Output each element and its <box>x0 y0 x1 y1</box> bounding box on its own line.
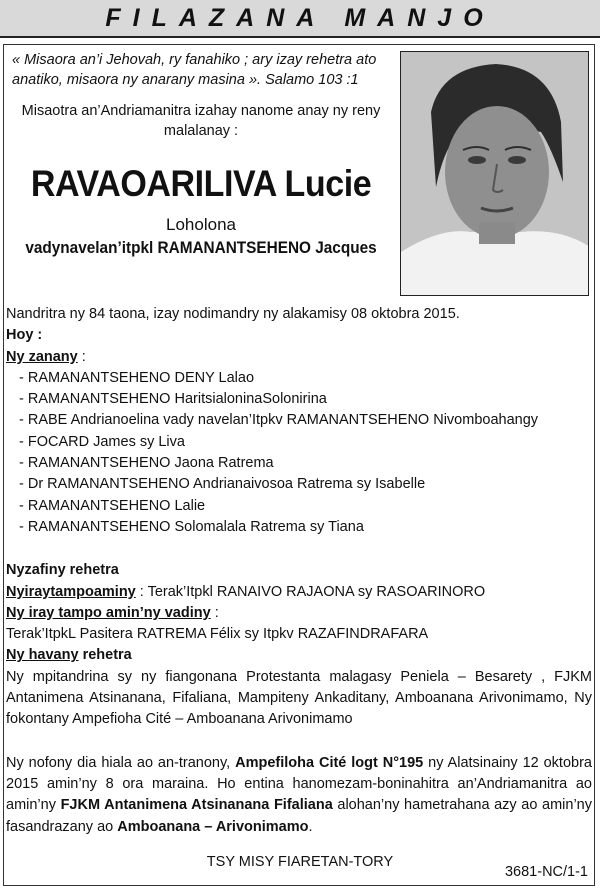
deceased-name: RAVAOARILIVA Lucie <box>30 163 372 204</box>
grandparents-line <box>6 582 592 603</box>
spacer <box>6 731 592 753</box>
spacer <box>6 538 592 560</box>
thanks-text: Misaotra an’Andriamanitra izahay nanome anay ny reny malalanay : <box>21 103 381 139</box>
children-suffix: : <box>77 348 86 365</box>
spouse-siblings-suffix: : <box>210 604 219 621</box>
list-item: - RABE Andrianoelina vady navelan’Itpkv RAMANANTSEHENO Nivomboahangy <box>19 412 539 429</box>
children-heading <box>6 347 592 368</box>
spouse-siblings-heading <box>6 603 592 624</box>
bible-verse: « Misaora an’i Jehovah, ry fanahiko ; ary izay rehetra ato anatiko, misaora ny anarany masina ». Salamo 103 :1 <box>12 52 377 88</box>
list-item: - RAMANANTSEHENO DENY Lalao <box>19 369 255 386</box>
obituary-body <box>6 304 592 838</box>
announcement-part: alohan’ny hametrahana azy ao amin’ny fasandrazany ao <box>6 797 592 835</box>
header-bar <box>0 0 600 38</box>
list-item: - RAMANANTSEHENO Lalie <box>19 497 206 514</box>
spouse-siblings-label: Ny iray tampo amin’ny vadiny <box>6 604 211 621</box>
grandparents-label: Nyiraytampoaminy <box>6 583 136 600</box>
hoy-label: Hoy : <box>6 327 43 344</box>
header-title: FILAZANA MANJO <box>105 4 495 32</box>
relatives-label: Ny havany <box>6 647 79 664</box>
announcement-part: ny Alatsinainy 12 oktobra 2015 amin’ny 8 ora maraina. Ho entina hanomezam-boninahitra an’Andriamanitra ao amin’ny <box>6 754 592 814</box>
intro-block <box>8 50 394 260</box>
church-name: FJKM Antanimena Atsinanana Fifaliana <box>60 797 333 814</box>
grandparents-text: : Terak’Itpkl RANAIVO RAJAONA sy RASOARINORO <box>135 583 486 600</box>
portrait-photo <box>400 51 589 296</box>
footer-notice: TSY MISY FIARETAN-TORY <box>206 854 394 870</box>
announcement-part: Ny nofony dia hiala ao an-tranony, <box>6 754 236 771</box>
deceased-title: Loholona <box>166 215 236 234</box>
relatives-heading <box>6 645 592 666</box>
list-item: - RAMANANTSEHENO Solomalala Ratrema sy Tiana <box>19 518 364 535</box>
children-label: Ny zanany <box>6 348 78 365</box>
list-item: - Dr RAMANANTSEHENO Andrianaivosoa Ratrema sy Isabelle <box>19 476 426 493</box>
announcement-part: . <box>308 818 313 835</box>
deceased-spouse: vadynavelan’itpkl RAMANANTSEHENO Jacques <box>25 239 377 257</box>
list-item: - FOCARD James sy Liva <box>19 433 185 450</box>
list-item: - RAMANANTSEHENO HaritsialoninaSolonirina <box>19 391 327 408</box>
list-item: - RAMANANTSEHENO Jaona Ratrema <box>19 455 274 472</box>
footer-reference: 3681-NC/1-1 <box>504 864 588 880</box>
announcement <box>6 753 592 838</box>
relatives-suffix: rehetra <box>78 647 132 664</box>
grandchildren-label: Nyzafiny rehetra <box>6 562 119 579</box>
relatives-text: Ny mpitandrina sy ny fiangonana Protestanta malagasy Peniela – Besarety , FJKM Antanimena Atsinanana, Fifaliana, Mampiteny Ankaditany, Amboanana Arivonimamo, Ny fokontany Ampefioha Cité – Amboanana Arivonimamo <box>6 668 592 728</box>
portrait-image <box>401 52 589 296</box>
burial-place: Amboanana – Arivonimamo <box>117 818 309 835</box>
intro-sentence: Nandritra ny 84 taona, izay nodimandry ny alakamisy 08 oktobra 2015. <box>6 306 460 322</box>
spouse-siblings-text: Terak’ItpkL Pasitera RATREMA Félix sy Itpkv RAZAFINDRAFARA <box>6 626 429 643</box>
children-list <box>6 368 592 538</box>
house-address: Ampefiloha Cité logt N°195 <box>235 754 424 771</box>
